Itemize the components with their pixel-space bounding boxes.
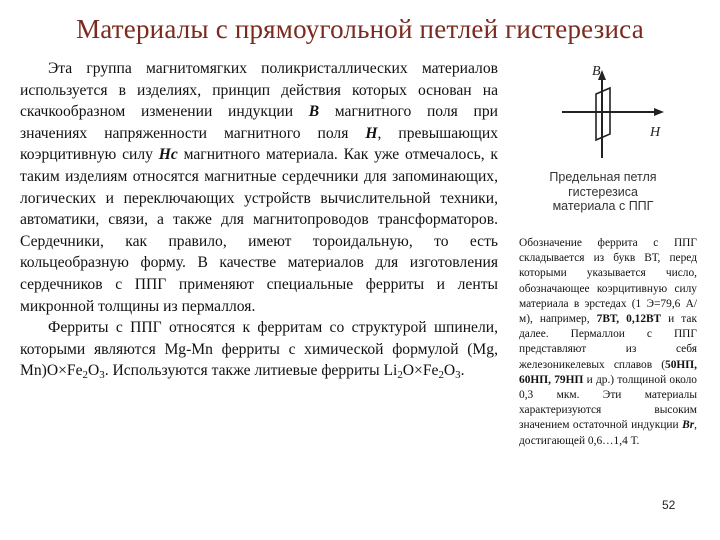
axis-label-h: H — [650, 125, 661, 140]
page-number: 52 — [662, 498, 676, 512]
main-text — [20, 58, 498, 382]
h-axis-arrow — [654, 108, 664, 116]
symbol-h: H — [365, 124, 378, 142]
symbol-hc: Hc — [158, 146, 178, 164]
slide-title: Материалы с прямоугольной петлей гистерезиса — [76, 14, 644, 44]
figure-caption: Предельная петля гистерезиса материала с ППГ — [549, 170, 657, 213]
symbol-b: B — [308, 103, 320, 121]
paragraph-2: Ферриты с ППГ относятся к ферритам со структурой шпинели, которыми являются Mg-Mn ферриты с химической формулой (Mg, $Mn)O\times Fe_2O_3$. Используются также литиевые ферриты $Li_2O\times Fe_2O_3$. — [20, 319, 498, 382]
paragraph-1: Эта группа магнитомягких поликристаллических материалов используется в изделиях, принцип действия которых основан на скачкообразном изменении индукции B магнитного поля при значениях напряженности магнитного поля H, превышающих коэрцитивную силу Hc магнитного материала. Как уже отмечалось, к таким изделиям относятся магнитные сердечники для запоминающих, логических и переключающих устройств вычислительной техники, автоматики, связи, а также для магнитопроводов трансформаторов. Сердечники, как правило, имеют тороидальную, то есть кольцеобразную форму. В качестве материалов для изготовления сердечников с ППГ применяют специальные ферриты и ленты микронной толщины из пермаллоя. — [20, 60, 499, 315]
sidenote: Обозначение феррита с ППГ складывается из букв ВТ, перед которыми указывается число, обозначающее коэрцитивную силу материала в эрстедах (1 Э=79,6 А/м), например, 7ВТ, 0,12ВТ и так далее. Пермаллои с ППГ представляют из себя железоникелевых сплавов (50НП, 60НП, 79НП и др.) толщиной около 0,3 мкм. Эти материалы характеризуются высоким значением остаточной индукции Br, достигающей 0,6…1,4 Т. — [519, 237, 697, 447]
axis-label-b: B — [592, 64, 601, 79]
